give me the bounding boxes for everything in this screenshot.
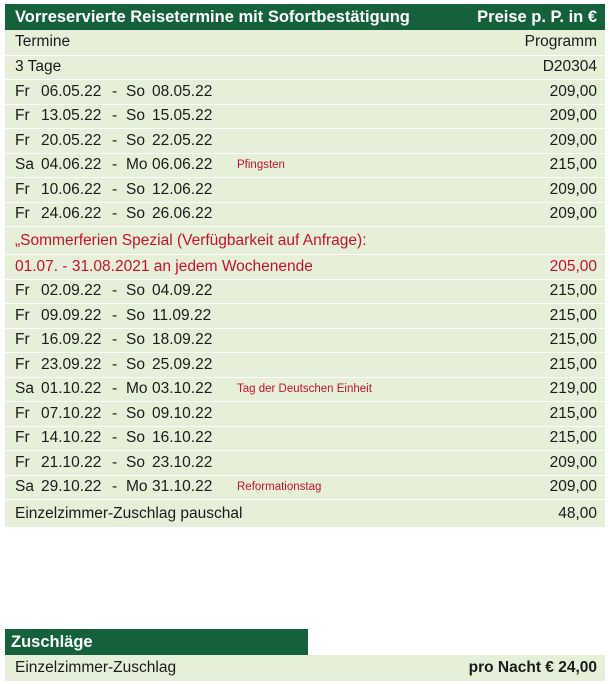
start-date: 09.09.22 [41, 306, 102, 324]
surcharges-title: Zuschläge [5, 629, 308, 655]
start-weekday: Fr [15, 282, 30, 300]
tour-dates-table [5, 4, 605, 527]
date-separator: - [112, 205, 118, 223]
program-label: 3 Tage [15, 58, 62, 76]
start-weekday: Sa [15, 156, 34, 174]
price: 209,00 [549, 180, 597, 198]
surcharge-price: pro Nacht € 24,00 [468, 659, 597, 676]
end-date: 26.06.22 [152, 205, 213, 223]
date-separator: - [112, 331, 118, 349]
start-weekday: Fr [15, 180, 30, 198]
end-weekday: So [126, 205, 145, 223]
end-weekday: So [126, 355, 145, 373]
end-weekday: So [126, 429, 145, 447]
date-row [5, 426, 605, 451]
price: 215,00 [549, 429, 597, 447]
date-row [5, 475, 605, 500]
date-separator: - [112, 82, 118, 100]
end-weekday: So [126, 404, 145, 422]
end-date: 04.09.22 [152, 282, 213, 300]
column-header-row [5, 30, 605, 55]
prices-label: Preise p. P. in € [477, 7, 597, 26]
special-line: 01.07. - 31.08.2021 an jedem Wochenende [15, 257, 313, 275]
date-separator: - [112, 180, 118, 198]
date-row [5, 279, 605, 304]
date-separator: - [112, 380, 118, 398]
end-weekday: So [126, 331, 145, 349]
date-row [5, 177, 605, 202]
end-weekday: So [126, 180, 145, 198]
end-weekday: So [126, 453, 145, 471]
program-code: D20304 [542, 58, 597, 76]
date-row [5, 401, 605, 426]
date-row [5, 153, 605, 178]
end-weekday: So [126, 107, 145, 125]
end-weekday: Mo [126, 380, 148, 398]
end-weekday: So [126, 131, 145, 149]
start-weekday: Sa [15, 380, 34, 398]
dates-group-autumn [5, 279, 605, 500]
price: 215,00 [549, 306, 597, 324]
start-weekday: Fr [15, 331, 30, 349]
end-weekday: So [126, 306, 145, 324]
date-separator: - [112, 404, 118, 422]
start-date: 16.09.22 [41, 331, 102, 349]
start-weekday: Fr [15, 82, 30, 100]
table-header [5, 4, 605, 30]
end-date: 16.10.22 [152, 429, 213, 447]
date-row [5, 377, 605, 402]
start-date: 14.10.22 [41, 429, 102, 447]
end-date: 15.05.22 [152, 107, 213, 125]
price: 209,00 [549, 131, 597, 149]
start-weekday: Fr [15, 404, 30, 422]
start-weekday: Sa [15, 478, 34, 496]
start-date: 24.06.22 [41, 205, 102, 223]
special-title-row [5, 226, 605, 254]
end-date: 12.06.22 [152, 180, 213, 198]
date-separator: - [112, 156, 118, 174]
date-separator: - [112, 478, 118, 496]
date-separator: - [112, 453, 118, 471]
price: 215,00 [549, 156, 597, 174]
start-date: 07.10.22 [41, 404, 102, 422]
start-date: 29.10.22 [41, 478, 102, 496]
date-row [5, 202, 605, 227]
date-row [5, 303, 605, 328]
surcharge-label: Einzelzimmer-Zuschlag [15, 659, 177, 676]
date-row [5, 128, 605, 153]
holiday-note: Pfingsten [237, 159, 285, 172]
date-separator: - [112, 355, 118, 373]
special-title: „Sommerferien Spezial (Verfügbarkeit auf Anfrage): [15, 231, 367, 249]
start-weekday: Fr [15, 131, 30, 149]
start-weekday: Fr [15, 205, 30, 223]
price: 215,00 [549, 355, 597, 373]
start-weekday: Fr [15, 355, 30, 373]
start-date: 13.05.22 [41, 107, 102, 125]
start-date: 02.09.22 [41, 282, 102, 300]
price: 209,00 [549, 478, 597, 496]
date-separator: - [112, 131, 118, 149]
start-weekday: Fr [15, 453, 30, 471]
end-date: 11.09.22 [152, 306, 212, 324]
price: 209,00 [549, 107, 597, 125]
end-weekday: Mo [126, 156, 148, 174]
date-row [5, 352, 605, 377]
end-weekday: So [126, 282, 145, 300]
start-date: 10.06.22 [41, 180, 102, 198]
date-separator: - [112, 107, 118, 125]
end-date: 25.09.22 [152, 355, 213, 373]
holiday-note: Reformationstag [237, 481, 322, 494]
end-date: 03.10.22 [152, 380, 213, 398]
surcharge-row [5, 655, 605, 681]
column-programm: Programm [524, 33, 597, 51]
date-row [5, 328, 605, 353]
date-row [5, 79, 605, 104]
single-room-label: Einzelzimmer-Zuschlag pauschal [15, 504, 243, 522]
program-row [5, 55, 605, 80]
price: 219,00 [549, 380, 597, 398]
special-price: 205,00 [549, 257, 597, 275]
date-separator: - [112, 306, 118, 324]
price: 209,00 [549, 205, 597, 223]
holiday-note: Tag der Deutschen Einheit [237, 383, 372, 396]
price: 215,00 [549, 331, 597, 349]
start-weekday: Fr [15, 429, 30, 447]
start-date: 20.05.22 [41, 131, 102, 149]
end-date: 22.05.22 [152, 131, 213, 149]
surcharges-section [5, 629, 605, 681]
start-weekday: Fr [15, 107, 30, 125]
special-line-row [5, 254, 605, 279]
price: 215,00 [549, 282, 597, 300]
date-separator: - [112, 282, 118, 300]
end-date: 18.09.22 [152, 331, 213, 349]
end-date: 31.10.22 [152, 478, 213, 496]
price: 215,00 [549, 404, 597, 422]
start-date: 04.06.22 [41, 156, 102, 174]
end-weekday: Mo [126, 478, 148, 496]
column-termine: Termine [15, 33, 71, 51]
end-date: 08.05.22 [152, 82, 213, 100]
start-date: 23.09.22 [41, 355, 102, 373]
start-weekday: Fr [15, 306, 30, 324]
date-separator: - [112, 429, 118, 447]
dates-group-spring [5, 79, 605, 226]
price: 209,00 [549, 453, 597, 471]
price: 209,00 [549, 82, 597, 100]
end-weekday: So [126, 82, 145, 100]
single-room-price: 48,00 [558, 504, 597, 522]
start-date: 21.10.22 [41, 453, 102, 471]
end-date: 06.06.22 [152, 156, 213, 174]
date-row [5, 450, 605, 475]
end-date: 09.10.22 [152, 404, 213, 422]
start-date: 01.10.22 [41, 380, 102, 398]
single-room-row [5, 499, 605, 527]
start-date: 06.05.22 [41, 82, 102, 100]
end-date: 23.10.22 [152, 453, 213, 471]
date-row [5, 104, 605, 129]
table-title: Vorreservierte Reisetermine mit Sofortbestätigung [15, 7, 410, 26]
